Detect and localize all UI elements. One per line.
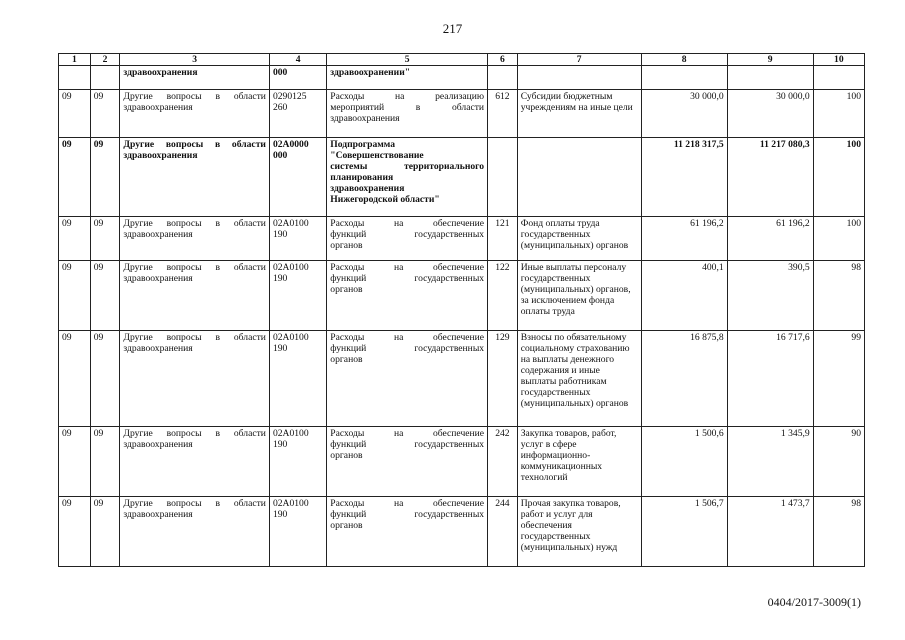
- cell-target-code-line: 02А0100: [272, 218, 309, 229]
- cell-article-name-line: Расходы на реализацию: [330, 91, 485, 102]
- cell-article-name-line: Расходы на обеспечение: [330, 332, 485, 343]
- cell-section-name-line: здравоохранения: [123, 273, 193, 284]
- cell-section: 09: [59, 217, 91, 261]
- cell-percent: 98: [813, 261, 864, 331]
- cell-expense-name-line: Закупка товаров, работ,: [520, 428, 617, 439]
- cell-percent: 99: [813, 331, 864, 427]
- cell-section: 09: [59, 331, 91, 427]
- cell-section-name: [120, 90, 270, 138]
- cell-expense-name-line: Субсидии бюджетным: [520, 91, 613, 102]
- cell-expense-name-line: информационно-: [520, 450, 591, 461]
- cell-expense-name-line: услуг в сфере: [520, 439, 577, 450]
- table-row: [59, 90, 865, 138]
- cell-article-name: [327, 138, 488, 217]
- cell-article-name-line: Расходы на обеспечение: [330, 218, 485, 229]
- cell-article-name-line: планирования: [330, 172, 394, 183]
- cell-target-code: [269, 90, 326, 138]
- col-header-1: 1: [59, 54, 91, 66]
- cell-expense-type: 244: [488, 497, 518, 567]
- cell-subsection: 09: [90, 217, 120, 261]
- cell-section: [59, 66, 91, 90]
- cell-expense-name-line: выплаты работникам: [520, 376, 607, 387]
- cell-article-name-line: здравоохранения: [330, 113, 400, 124]
- cell-expense-name-line: учреждениям на иные цели: [520, 102, 633, 113]
- cell-article-name-line: функций государственных: [330, 439, 485, 450]
- cell-expense-name-line: государственных: [520, 387, 591, 398]
- cell-expense-name-line: Фонд оплаты труда: [520, 218, 600, 229]
- cell-expense-type: 121: [488, 217, 518, 261]
- cell-article-name-line: системы территориального: [330, 161, 485, 172]
- cell-expense-type: 612: [488, 90, 518, 138]
- cell-expense-name-line: Прочая закупка товаров,: [520, 498, 621, 509]
- cell-expense-name-line: (муниципальных) органов: [520, 240, 629, 251]
- col-header-6: 6: [488, 54, 518, 66]
- cell-expense-name-line: государственных: [520, 229, 591, 240]
- col-header-5: 5: [327, 54, 488, 66]
- cell-expense-name-line: государственных: [520, 273, 591, 284]
- cell-article-name-line: здравоохранения: [330, 183, 405, 194]
- cell-article-name-line: органов: [330, 354, 363, 365]
- cell-section: 09: [59, 138, 91, 217]
- cell-target-code: [269, 66, 326, 90]
- cell-expense-name-line: (муниципальных) нужд: [520, 542, 618, 553]
- cell-article-name-line: Расходы на обеспечение: [330, 498, 485, 509]
- cell-article-name-line: здравоохранении": [330, 67, 411, 78]
- cell-expense-name-line: (муниципальных) органов: [520, 398, 629, 409]
- cell-section-name-line: здравоохранения: [123, 509, 193, 520]
- cell-target-code: [269, 217, 326, 261]
- cell-section-name-line: Другие вопросы в области: [123, 428, 266, 439]
- cell-expense-name-line: технологий: [520, 472, 568, 483]
- col-header-2: 2: [90, 54, 120, 66]
- cell-plan-amount: 11 218 317,5: [641, 138, 727, 217]
- cell-plan-amount: 30 000,0: [641, 90, 727, 138]
- cell-article-name-line: Расходы на обеспечение: [330, 428, 485, 439]
- cell-expense-name: [517, 261, 641, 331]
- cell-expense-name: [517, 331, 641, 427]
- table-row: [59, 138, 865, 217]
- cell-target-code-line: 260: [272, 102, 288, 113]
- cell-plan-amount: 1 506,7: [641, 497, 727, 567]
- cell-section-name-line: здравоохранения: [123, 67, 198, 78]
- cell-target-code-line: 190: [272, 229, 288, 240]
- cell-expense-name-line: (муниципальных) органов,: [520, 284, 631, 295]
- cell-expense-name-line: содержания и иные: [520, 365, 600, 376]
- cell-target-code-line: 02А0100: [272, 332, 309, 343]
- cell-actual-amount: 61 196,2: [727, 217, 813, 261]
- cell-expense-type: 242: [488, 427, 518, 497]
- cell-expense-type: 122: [488, 261, 518, 331]
- cell-percent: 100: [813, 138, 864, 217]
- cell-subsection: 09: [90, 261, 120, 331]
- cell-section: 09: [59, 497, 91, 567]
- cell-expense-name-line: за исключением фонда: [520, 295, 615, 306]
- cell-expense-name: [517, 66, 641, 90]
- cell-section-name: [120, 427, 270, 497]
- table-row: [59, 331, 865, 427]
- cell-section-name-line: Другие вопросы в области: [123, 498, 266, 509]
- cell-percent: 90: [813, 427, 864, 497]
- cell-target-code-line: 190: [272, 509, 288, 520]
- cell-expense-name-line: социальному страхованию: [520, 343, 630, 354]
- cell-subsection: 09: [90, 90, 120, 138]
- cell-article-name-line: функций государственных: [330, 229, 485, 240]
- cell-section-name: [120, 331, 270, 427]
- cell-section-name: [120, 138, 270, 217]
- cell-section: 09: [59, 90, 91, 138]
- cell-expense-name: [517, 427, 641, 497]
- cell-target-code-line: 02А0000: [272, 139, 309, 150]
- cell-percent: 100: [813, 217, 864, 261]
- cell-article-name-line: Нижегородской области": [330, 194, 440, 205]
- cell-section-name-line: здравоохранения: [123, 439, 193, 450]
- cell-article-name: [327, 217, 488, 261]
- table-row: [59, 427, 865, 497]
- cell-article-name-line: функций государственных: [330, 509, 485, 520]
- cell-expense-name: [517, 90, 641, 138]
- cell-target-code-line: 0290125: [272, 91, 307, 102]
- cell-article-name: [327, 497, 488, 567]
- cell-article-name-line: функций государственных: [330, 343, 485, 354]
- cell-target-code: [269, 138, 326, 217]
- cell-section-name-line: здравоохранения: [123, 102, 193, 113]
- col-header-4: 4: [269, 54, 326, 66]
- cell-article-name-line: Расходы на обеспечение: [330, 262, 485, 273]
- cell-target-code-line: 190: [272, 273, 288, 284]
- cell-article-name-line: органов: [330, 240, 363, 251]
- cell-target-code-line: 190: [272, 343, 288, 354]
- cell-section-name: [120, 66, 270, 90]
- cell-actual-amount: 1 345,9: [727, 427, 813, 497]
- cell-target-code: [269, 497, 326, 567]
- cell-article-name-line: органов: [330, 520, 363, 531]
- col-header-10: 10: [813, 54, 864, 66]
- cell-article-name-line: Подпрограмма: [330, 139, 396, 150]
- cell-article-name-line: функций государственных: [330, 273, 485, 284]
- cell-subsection: [90, 66, 120, 90]
- cell-actual-amount: 11 217 080,3: [727, 138, 813, 217]
- table-row: [59, 66, 865, 90]
- cell-article-name: [327, 66, 488, 90]
- table-row: [59, 497, 865, 567]
- cell-section-name-line: Другие вопросы в области: [123, 262, 266, 273]
- cell-actual-amount: [727, 66, 813, 90]
- cell-target-code-line: 190: [272, 439, 288, 450]
- cell-expense-name: [517, 217, 641, 261]
- cell-target-code-line: 02А0100: [272, 498, 309, 509]
- cell-percent: [813, 66, 864, 90]
- cell-plan-amount: 61 196,2: [641, 217, 727, 261]
- col-header-9: 9: [727, 54, 813, 66]
- cell-section-name-line: здравоохранения: [123, 150, 198, 161]
- cell-expense-name-line: оплаты труда: [520, 306, 575, 317]
- cell-article-name: [327, 331, 488, 427]
- cell-article-name-line: мероприятий в области: [330, 102, 485, 113]
- cell-section-name: [120, 497, 270, 567]
- cell-plan-amount: [641, 66, 727, 90]
- cell-section-name-line: Другие вопросы в области: [123, 218, 266, 229]
- cell-target-code-line: 02А0100: [272, 428, 309, 439]
- cell-article-name-line: "Совершенствование: [330, 150, 424, 161]
- cell-percent: 98: [813, 497, 864, 567]
- cell-expense-name-line: обеспечения: [520, 520, 572, 531]
- cell-subsection: 09: [90, 331, 120, 427]
- cell-expense-name-line: на выплаты денежного: [520, 354, 615, 365]
- cell-subsection: 09: [90, 138, 120, 217]
- cell-section: 09: [59, 261, 91, 331]
- cell-expense-type: 129: [488, 331, 518, 427]
- table-row: [59, 217, 865, 261]
- cell-target-code: [269, 331, 326, 427]
- cell-actual-amount: 30 000,0: [727, 90, 813, 138]
- cell-article-name: [327, 90, 488, 138]
- cell-section-name-line: Другие вопросы в области: [123, 332, 266, 343]
- col-header-3: 3: [120, 54, 270, 66]
- page-number: 217: [442, 21, 463, 36]
- cell-target-code: [269, 427, 326, 497]
- col-header-7: 7: [517, 54, 641, 66]
- document-code: 0404/2017-3009(1): [767, 595, 861, 609]
- cell-actual-amount: 16 717,6: [727, 331, 813, 427]
- cell-section-name: [120, 217, 270, 261]
- cell-expense-name: [517, 138, 641, 217]
- cell-target-code-line: 000: [272, 150, 288, 161]
- cell-plan-amount: 16 875,8: [641, 331, 727, 427]
- cell-expense-name-line: Взносы по обязательному: [520, 332, 627, 343]
- cell-section: 09: [59, 427, 91, 497]
- cell-article-name: [327, 261, 488, 331]
- cell-section-name-line: Другие вопросы в области: [123, 139, 266, 150]
- cell-expense-type: [488, 138, 518, 217]
- cell-actual-amount: 1 473,7: [727, 497, 813, 567]
- cell-article-name-line: органов: [330, 284, 363, 295]
- cell-article-name-line: органов: [330, 450, 363, 461]
- cell-section-name-line: здравоохранения: [123, 343, 193, 354]
- cell-expense-name-line: коммуникационных: [520, 461, 603, 472]
- cell-expense-type: [488, 66, 518, 90]
- cell-expense-name-line: государственных: [520, 531, 591, 542]
- table-row: [59, 261, 865, 331]
- cell-section-name-line: Другие вопросы в области: [123, 91, 266, 102]
- cell-actual-amount: 390,5: [727, 261, 813, 331]
- cell-plan-amount: 1 500,6: [641, 427, 727, 497]
- header-row: [59, 54, 865, 66]
- cell-subsection: 09: [90, 427, 120, 497]
- cell-target-code: [269, 261, 326, 331]
- cell-expense-name: [517, 497, 641, 567]
- cell-plan-amount: 400,1: [641, 261, 727, 331]
- cell-target-code-line: 02А0100: [272, 262, 309, 273]
- budget-table: [58, 53, 865, 567]
- cell-article-name: [327, 427, 488, 497]
- cell-percent: 100: [813, 90, 864, 138]
- cell-expense-name-line: работ и услуг для: [520, 509, 593, 520]
- cell-expense-name-line: Иные выплаты персоналу: [520, 262, 627, 273]
- cell-section-name: [120, 261, 270, 331]
- col-header-8: 8: [641, 54, 727, 66]
- cell-section-name-line: здравоохранения: [123, 229, 193, 240]
- cell-target-code-line: 000: [272, 67, 288, 78]
- cell-subsection: 09: [90, 497, 120, 567]
